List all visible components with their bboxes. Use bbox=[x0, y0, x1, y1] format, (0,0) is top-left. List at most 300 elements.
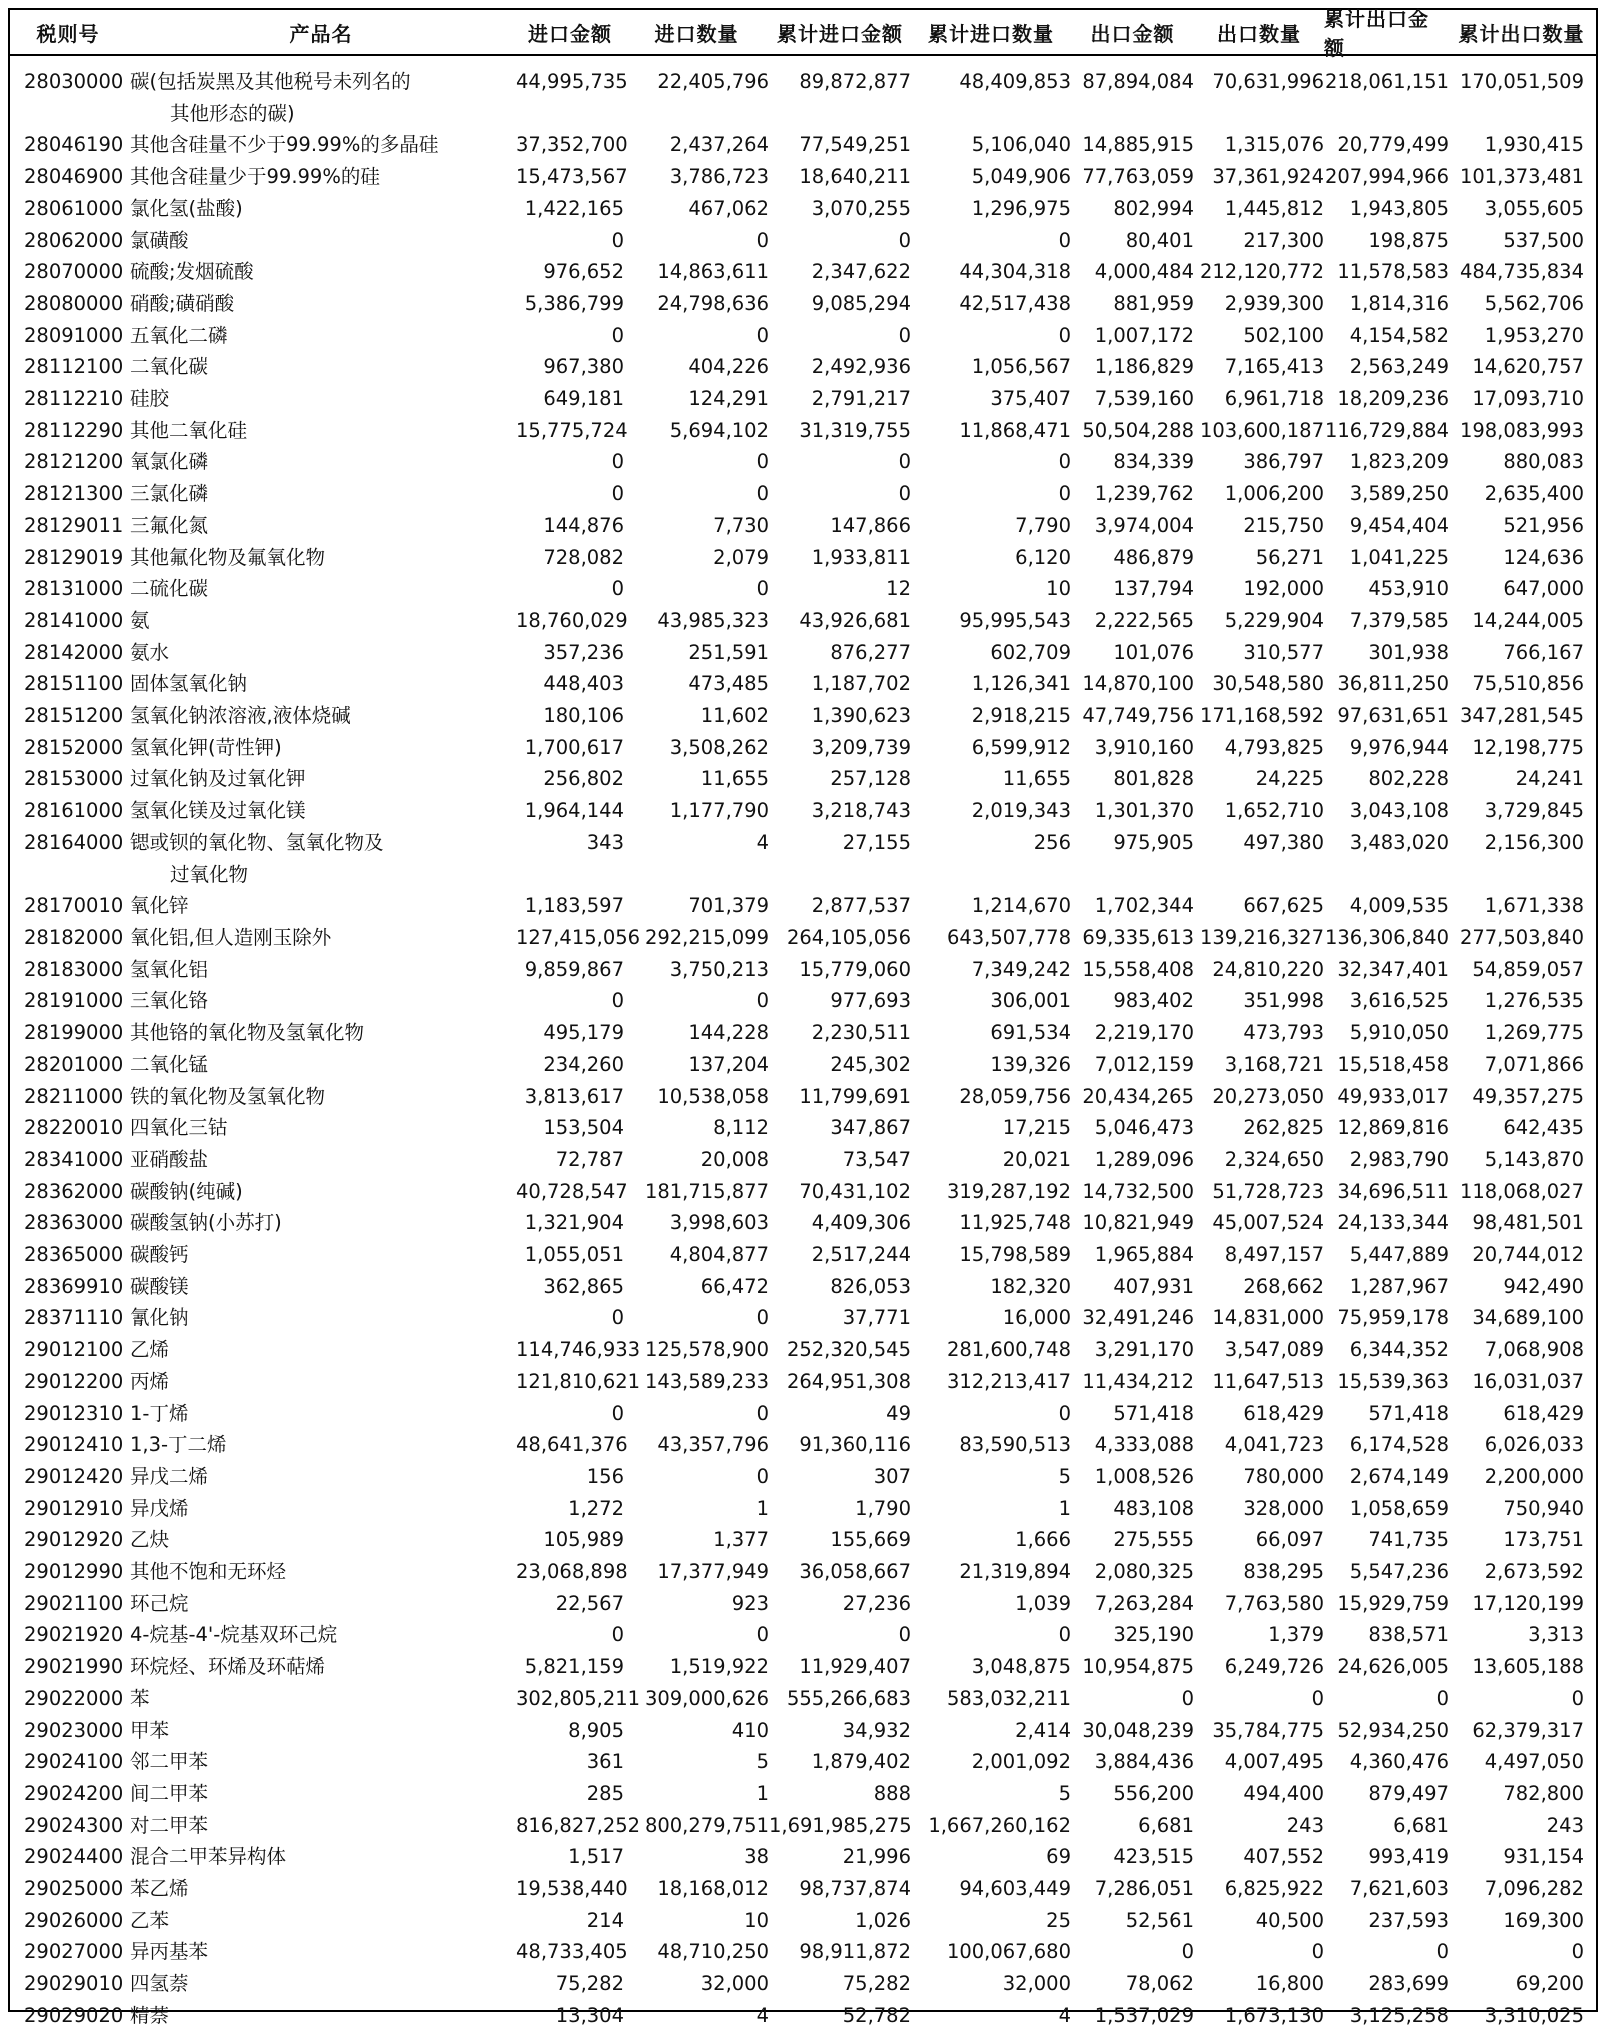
product-name-cell bbox=[126, 446, 516, 478]
export-amount-cell: 3,974,004 bbox=[1094, 513, 1194, 537]
product-name-text: 精萘 bbox=[130, 2003, 170, 2027]
product-name-text: 二氧化锰 bbox=[130, 1052, 209, 1076]
product-name-text: 氧氯化磷 bbox=[130, 450, 209, 474]
product-name-text: 氧化锌 bbox=[130, 894, 189, 918]
cumulative-export-quantity-cell: 169,300 bbox=[1503, 1908, 1584, 1932]
cumulative-import-quantity-cell: 1,056,567 bbox=[971, 355, 1071, 379]
export-quantity-cell: 171,168,592 bbox=[1199, 704, 1324, 728]
import-quantity-cell: 3,750,213 bbox=[669, 957, 769, 981]
tariff-code-cell: 28141000 bbox=[24, 608, 124, 632]
import-quantity-cell: 4 bbox=[756, 830, 769, 854]
cumulative-export-quantity-cell: 124,636 bbox=[1503, 545, 1584, 569]
product-name-cell bbox=[126, 1746, 516, 1778]
product-name-text: 氨水 bbox=[130, 640, 170, 664]
cumulative-export-amount-cell: 24,626,005 bbox=[1337, 1655, 1449, 1679]
header-import-amount: 进口金额 bbox=[528, 21, 612, 46]
product-name-text: 氢氧化钾(苛性钾) bbox=[130, 735, 282, 759]
import-amount-cell: 816,827,252 bbox=[516, 1813, 641, 1837]
cumulative-import-amount-cell: 98,911,872 bbox=[799, 1940, 911, 1964]
table-row bbox=[10, 1112, 1596, 1144]
cumulative-export-quantity-cell: 98,481,501 bbox=[1472, 1211, 1584, 1235]
cumulative-export-quantity-cell: 7,071,866 bbox=[1484, 1052, 1584, 1076]
cumulative-import-amount-cell: 307 bbox=[873, 1464, 911, 1488]
cumulative-import-quantity-cell: 691,534 bbox=[990, 1021, 1071, 1045]
cumulative-import-quantity-cell: 1,667,260,162 bbox=[928, 1813, 1071, 1837]
cumulative-import-quantity-cell: 602,709 bbox=[990, 640, 1071, 664]
export-amount-cell: 556,200 bbox=[1113, 1781, 1194, 1805]
export-amount-cell: 834,339 bbox=[1113, 450, 1194, 474]
export-amount-cell: 101,076 bbox=[1113, 640, 1194, 664]
import-quantity-cell: 410 bbox=[731, 1718, 769, 1742]
tariff-code-cell: 28070000 bbox=[24, 260, 124, 284]
tariff-code-cell: 28062000 bbox=[24, 228, 124, 252]
cumulative-import-quantity-cell: 2,001,092 bbox=[971, 1750, 1071, 1774]
product-name-cell bbox=[126, 193, 516, 225]
export-quantity-cell: 502,100 bbox=[1243, 323, 1324, 347]
table-row bbox=[10, 890, 1596, 922]
cumulative-export-quantity-cell: 766,167 bbox=[1503, 640, 1584, 664]
import-amount-cell: 180,106 bbox=[543, 704, 624, 728]
tariff-code-cell: 28371110 bbox=[24, 1306, 124, 1330]
cumulative-import-amount-cell: 147,866 bbox=[830, 513, 911, 537]
cumulative-import-amount-cell: 2,517,244 bbox=[811, 1243, 911, 1267]
product-name-cell bbox=[126, 510, 516, 542]
import-amount-cell: 302,805,211 bbox=[516, 1686, 641, 1710]
import-quantity-cell: 3,998,603 bbox=[669, 1211, 769, 1235]
product-name-text: 对二甲苯 bbox=[130, 1813, 209, 1837]
export-amount-cell: 975,905 bbox=[1113, 830, 1194, 854]
table-row bbox=[10, 922, 1596, 954]
import-quantity-cell: 20,008 bbox=[700, 1147, 769, 1171]
table-row bbox=[10, 1017, 1596, 1049]
import-quantity-cell: 7,730 bbox=[713, 513, 769, 537]
export-quantity-cell: 6,825,922 bbox=[1224, 1877, 1324, 1901]
cumulative-import-quantity-cell: 3,048,875 bbox=[971, 1655, 1071, 1679]
export-amount-cell: 10,821,949 bbox=[1082, 1211, 1194, 1235]
cumulative-import-quantity-cell: 25 bbox=[1046, 1908, 1071, 1932]
product-name-continuation: 过氧化物 bbox=[170, 862, 249, 886]
cumulative-export-amount-cell: 7,379,585 bbox=[1349, 608, 1449, 632]
cumulative-import-quantity-cell: 0 bbox=[1058, 482, 1071, 506]
cumulative-import-amount-cell: 27,236 bbox=[842, 1591, 911, 1615]
export-amount-cell: 10,954,875 bbox=[1082, 1655, 1194, 1679]
import-amount-cell: 362,865 bbox=[543, 1274, 624, 1298]
export-quantity-cell: 1,673,130 bbox=[1224, 2003, 1324, 2027]
cumulative-import-quantity-cell: 4 bbox=[1058, 2003, 1071, 2027]
cumulative-export-quantity-cell: 12,198,775 bbox=[1472, 735, 1584, 759]
import-amount-cell: 18,760,029 bbox=[516, 608, 628, 632]
import-amount-cell: 15,473,567 bbox=[516, 165, 628, 189]
product-name-cell bbox=[126, 1112, 516, 1144]
product-name-text: 碳酸镁 bbox=[130, 1274, 189, 1298]
import-quantity-cell: 2,079 bbox=[713, 545, 769, 569]
table-row bbox=[10, 1619, 1596, 1651]
table-row bbox=[10, 225, 1596, 257]
export-amount-cell: 4,000,484 bbox=[1094, 260, 1194, 284]
cumulative-import-quantity-cell: 139,326 bbox=[990, 1052, 1071, 1076]
export-quantity-cell: 6,961,718 bbox=[1224, 387, 1324, 411]
table-row bbox=[10, 129, 1596, 161]
product-name-text: 乙炔 bbox=[130, 1528, 170, 1552]
tariff-code-cell: 29024400 bbox=[24, 1845, 124, 1869]
header-product-name: 产品名 bbox=[289, 21, 353, 46]
cumulative-import-amount-cell: 2,492,936 bbox=[811, 355, 911, 379]
import-amount-cell: 361 bbox=[586, 1750, 624, 1774]
cumulative-import-quantity-cell: 256 bbox=[1033, 830, 1071, 854]
cumulative-import-amount-cell: 2,791,217 bbox=[811, 387, 911, 411]
export-quantity-cell: 497,380 bbox=[1243, 830, 1324, 854]
cumulative-export-quantity-cell: 6,026,033 bbox=[1484, 1433, 1584, 1457]
tariff-code-cell: 28220010 bbox=[24, 1116, 124, 1140]
import-amount-cell: 9,859,867 bbox=[524, 957, 624, 981]
import-quantity-cell: 48,710,250 bbox=[657, 1940, 769, 1964]
import-quantity-cell: 800,279,751 bbox=[644, 1813, 769, 1837]
cumulative-import-quantity-cell: 11,868,471 bbox=[959, 418, 1071, 442]
cumulative-import-amount-cell: 257,128 bbox=[830, 767, 911, 791]
header-cumulative-import-amount: 累计进口金额 bbox=[777, 21, 903, 46]
cumulative-import-quantity-cell: 28,059,756 bbox=[959, 1084, 1071, 1108]
cumulative-import-quantity-cell: 7,349,242 bbox=[971, 957, 1071, 981]
export-amount-cell: 1,186,829 bbox=[1094, 355, 1194, 379]
cumulative-import-amount-cell: 155,669 bbox=[830, 1528, 911, 1552]
import-amount-cell: 0 bbox=[611, 1401, 624, 1425]
cumulative-export-amount-cell: 218,061,151 bbox=[1324, 70, 1449, 93]
tariff-code-cell: 29012420 bbox=[24, 1464, 124, 1488]
import-quantity-cell: 181,715,877 bbox=[644, 1179, 769, 1203]
export-amount-cell: 7,012,159 bbox=[1094, 1052, 1194, 1076]
cumulative-export-quantity-cell: 3,310,025 bbox=[1484, 2003, 1584, 2027]
trade-table bbox=[8, 7, 1598, 2027]
import-quantity-cell: 22,405,796 bbox=[657, 70, 769, 93]
table-row bbox=[10, 763, 1596, 795]
export-amount-cell: 80,401 bbox=[1125, 228, 1194, 252]
product-name-cell bbox=[126, 1841, 516, 1873]
product-name-cell bbox=[126, 1398, 516, 1430]
product-name-cell bbox=[126, 922, 516, 954]
cumulative-export-amount-cell: 2,563,249 bbox=[1349, 355, 1449, 379]
cumulative-import-amount-cell: 0 bbox=[898, 450, 911, 474]
table-row bbox=[10, 795, 1596, 827]
tariff-code-cell: 28080000 bbox=[24, 291, 124, 315]
product-name-text: 环己烷 bbox=[130, 1591, 189, 1615]
cumulative-export-quantity-cell: 931,154 bbox=[1503, 1845, 1584, 1869]
import-amount-cell: 8,905 bbox=[568, 1718, 624, 1742]
table-row bbox=[10, 827, 1596, 890]
import-amount-cell: 1,964,144 bbox=[524, 799, 624, 823]
product-name-cell bbox=[126, 954, 516, 986]
header-cumulative-export-quantity: 累计出口数量 bbox=[1458, 21, 1585, 46]
import-quantity-cell: 8,112 bbox=[713, 1116, 769, 1140]
cumulative-import-amount-cell: 11,799,691 bbox=[799, 1084, 911, 1108]
cumulative-import-quantity-cell: 32,000 bbox=[1002, 1972, 1071, 1996]
import-amount-cell: 48,641,376 bbox=[516, 1433, 628, 1457]
cumulative-import-quantity-cell: 48,409,853 bbox=[959, 70, 1071, 93]
product-name-cell bbox=[126, 637, 516, 669]
cumulative-import-amount-cell: 0 bbox=[898, 1623, 911, 1647]
export-quantity-cell: 386,797 bbox=[1243, 450, 1324, 474]
product-name-cell bbox=[126, 1588, 516, 1620]
tariff-code-cell: 29029020 bbox=[24, 2003, 124, 2027]
cumulative-export-quantity-cell: 521,956 bbox=[1503, 513, 1584, 537]
cumulative-export-amount-cell: 6,344,352 bbox=[1349, 1338, 1449, 1362]
tariff-code-cell: 29021920 bbox=[24, 1623, 124, 1647]
tariff-code-cell: 29012910 bbox=[24, 1496, 124, 1520]
import-quantity-cell: 5 bbox=[756, 1750, 769, 1774]
table-row bbox=[10, 161, 1596, 193]
import-quantity-cell: 0 bbox=[756, 577, 769, 601]
cumulative-export-quantity-cell: 170,051,509 bbox=[1459, 70, 1584, 93]
cumulative-import-amount-cell: 91,360,116 bbox=[799, 1433, 911, 1457]
cumulative-export-quantity-cell: 243 bbox=[1546, 1813, 1584, 1837]
product-name-text: 其他含硅量少于99.99%的硅 bbox=[130, 165, 380, 189]
cumulative-import-quantity-cell: 5,049,906 bbox=[971, 165, 1071, 189]
cumulative-import-quantity-cell: 15,798,589 bbox=[959, 1243, 1071, 1267]
cumulative-export-quantity-cell: 4,497,050 bbox=[1484, 1750, 1584, 1774]
table-row bbox=[10, 1271, 1596, 1303]
cumulative-export-quantity-cell: 347,281,545 bbox=[1459, 704, 1584, 728]
product-name-text: 四氢萘 bbox=[130, 1972, 189, 1996]
cumulative-export-quantity-cell: 1,953,270 bbox=[1484, 323, 1584, 347]
tariff-code-cell: 29024200 bbox=[24, 1781, 124, 1805]
import-amount-cell: 728,082 bbox=[543, 545, 624, 569]
import-quantity-cell: 1,519,922 bbox=[669, 1655, 769, 1679]
product-name-cell bbox=[126, 288, 516, 320]
cumulative-export-amount-cell: 993,419 bbox=[1368, 1845, 1449, 1869]
cumulative-import-quantity-cell: 0 bbox=[1058, 450, 1071, 474]
cumulative-export-quantity-cell: 17,093,710 bbox=[1472, 387, 1584, 411]
export-quantity-cell: 11,647,513 bbox=[1212, 1369, 1324, 1393]
product-name-text: 异丙基苯 bbox=[130, 1940, 209, 1964]
cumulative-export-quantity-cell: 2,635,400 bbox=[1484, 482, 1584, 506]
cumulative-export-quantity-cell: 618,429 bbox=[1503, 1401, 1584, 1425]
cumulative-export-amount-cell: 301,938 bbox=[1368, 640, 1449, 664]
cumulative-import-amount-cell: 37,771 bbox=[842, 1306, 911, 1330]
table-row bbox=[10, 1398, 1596, 1430]
cumulative-export-amount-cell: 15,539,363 bbox=[1337, 1369, 1449, 1393]
import-quantity-cell: 0 bbox=[756, 1623, 769, 1647]
tariff-code-cell: 28362000 bbox=[24, 1179, 124, 1203]
tariff-code-cell: 28030000 bbox=[24, 70, 124, 93]
cumulative-import-quantity-cell: 2,019,343 bbox=[971, 799, 1071, 823]
cumulative-export-quantity-cell: 2,200,000 bbox=[1484, 1464, 1584, 1488]
import-quantity-cell: 309,000,626 bbox=[644, 1686, 769, 1710]
import-amount-cell: 75,282 bbox=[555, 1972, 624, 1996]
import-amount-cell: 357,236 bbox=[543, 640, 624, 664]
cumulative-import-amount-cell: 9,085,294 bbox=[811, 291, 911, 315]
product-name-cell bbox=[126, 763, 516, 795]
cumulative-export-amount-cell: 283,699 bbox=[1368, 1972, 1449, 1996]
cumulative-export-amount-cell: 1,943,805 bbox=[1349, 196, 1449, 220]
product-name-cell bbox=[126, 1144, 516, 1176]
cumulative-export-quantity-cell: 198,083,993 bbox=[1459, 418, 1584, 442]
cumulative-import-quantity-cell: 1,039 bbox=[1015, 1591, 1071, 1615]
product-name-text: 四氧化三钴 bbox=[130, 1116, 228, 1140]
product-name-cell bbox=[126, 573, 516, 605]
product-name-continuation: 其他形态的碳) bbox=[170, 101, 295, 125]
table-row bbox=[10, 1683, 1596, 1715]
export-amount-cell: 983,402 bbox=[1113, 989, 1194, 1013]
cumulative-export-amount-cell: 75,959,178 bbox=[1337, 1306, 1449, 1330]
import-amount-cell: 1,272 bbox=[568, 1496, 624, 1520]
cumulative-import-quantity-cell: 69 bbox=[1046, 1845, 1071, 1869]
cumulative-import-amount-cell: 89,872,877 bbox=[799, 70, 911, 93]
cumulative-export-amount-cell: 879,497 bbox=[1368, 1781, 1449, 1805]
import-amount-cell: 19,538,440 bbox=[516, 1877, 628, 1901]
cumulative-import-quantity-cell: 17,215 bbox=[1002, 1116, 1071, 1140]
export-amount-cell: 78,062 bbox=[1125, 1972, 1194, 1996]
export-quantity-cell: 4,793,825 bbox=[1224, 735, 1324, 759]
export-quantity-cell: 1,379 bbox=[1268, 1623, 1324, 1647]
cumulative-export-amount-cell: 9,976,944 bbox=[1349, 735, 1449, 759]
export-quantity-cell: 1,445,812 bbox=[1224, 196, 1324, 220]
header-cumulative-import-quantity: 累计进口数量 bbox=[928, 21, 1054, 46]
cumulative-export-amount-cell: 20,779,499 bbox=[1337, 133, 1449, 157]
export-amount-cell: 275,555 bbox=[1113, 1528, 1194, 1552]
tariff-code-cell: 29024300 bbox=[24, 1813, 124, 1837]
import-quantity-cell: 43,985,323 bbox=[657, 608, 769, 632]
product-name-text: 氢氧化镁及过氧化镁 bbox=[130, 799, 306, 823]
product-name-cell bbox=[126, 383, 516, 415]
export-quantity-cell: 494,400 bbox=[1243, 1781, 1324, 1805]
cumulative-export-amount-cell: 453,910 bbox=[1368, 577, 1449, 601]
export-amount-cell: 483,108 bbox=[1113, 1496, 1194, 1520]
tariff-code-cell: 28091000 bbox=[24, 323, 124, 347]
table-row bbox=[10, 1207, 1596, 1239]
product-name-text: 4-烷基-4'-烷基双环己烷 bbox=[130, 1623, 338, 1647]
import-amount-cell: 40,728,547 bbox=[516, 1179, 628, 1203]
tariff-code-cell: 28112290 bbox=[24, 418, 124, 442]
cumulative-import-amount-cell: 12 bbox=[886, 577, 911, 601]
cumulative-import-quantity-cell: 21,319,894 bbox=[959, 1560, 1071, 1584]
table-row bbox=[10, 1556, 1596, 1588]
product-name-cell bbox=[126, 827, 516, 890]
product-name-cell bbox=[126, 1524, 516, 1556]
cumulative-import-amount-cell: 73,547 bbox=[842, 1147, 911, 1171]
export-quantity-cell: 1,652,710 bbox=[1224, 799, 1324, 823]
product-name-cell bbox=[126, 1176, 516, 1208]
export-amount-cell: 3,910,160 bbox=[1094, 735, 1194, 759]
cumulative-export-quantity-cell: 537,500 bbox=[1503, 228, 1584, 252]
table-row bbox=[10, 732, 1596, 764]
export-quantity-cell: 70,631,996 bbox=[1212, 70, 1324, 93]
import-amount-cell: 127,415,056 bbox=[516, 925, 641, 949]
table-row bbox=[10, 351, 1596, 383]
tariff-code-cell: 28170010 bbox=[24, 894, 124, 918]
cumulative-export-quantity-cell: 5,143,870 bbox=[1484, 1147, 1584, 1171]
export-amount-cell: 137,794 bbox=[1113, 577, 1194, 601]
tariff-code-cell: 28341000 bbox=[24, 1147, 124, 1171]
tariff-code-cell: 29012990 bbox=[24, 1560, 124, 1584]
tariff-code-cell: 28151200 bbox=[24, 704, 124, 728]
table-row bbox=[10, 985, 1596, 1017]
cumulative-export-quantity-cell: 7,096,282 bbox=[1484, 1877, 1584, 1901]
tariff-code-cell: 29012310 bbox=[24, 1401, 124, 1425]
cumulative-export-amount-cell: 12,869,816 bbox=[1337, 1116, 1449, 1140]
cumulative-export-quantity-cell: 24,241 bbox=[1515, 767, 1584, 791]
import-amount-cell: 976,652 bbox=[543, 260, 624, 284]
tariff-code-cell: 28191000 bbox=[24, 989, 124, 1013]
cumulative-export-amount-cell: 32,347,401 bbox=[1337, 957, 1449, 981]
import-quantity-cell: 14,863,611 bbox=[657, 260, 769, 284]
import-quantity-cell: 137,204 bbox=[688, 1052, 769, 1076]
product-name-cell bbox=[126, 478, 516, 510]
export-amount-cell: 1,301,370 bbox=[1094, 799, 1194, 823]
product-name-cell bbox=[126, 700, 516, 732]
tariff-code-cell: 28183000 bbox=[24, 957, 124, 981]
tariff-code-cell: 28131000 bbox=[24, 577, 124, 601]
export-amount-cell: 14,885,915 bbox=[1082, 133, 1194, 157]
product-name-text: 固体氢氧化钠 bbox=[130, 672, 248, 696]
import-quantity-cell: 0 bbox=[756, 450, 769, 474]
product-name-text: 过氧化钠及过氧化钾 bbox=[130, 767, 306, 791]
import-quantity-cell: 4 bbox=[756, 2003, 769, 2027]
export-quantity-cell: 16,800 bbox=[1255, 1972, 1324, 1996]
tariff-code-cell: 28153000 bbox=[24, 767, 124, 791]
product-name-cell bbox=[126, 1778, 516, 1810]
cumulative-export-amount-cell: 49,933,017 bbox=[1337, 1084, 1449, 1108]
export-quantity-cell: 24,225 bbox=[1255, 767, 1324, 791]
cumulative-export-quantity-cell: 642,435 bbox=[1503, 1116, 1584, 1140]
cumulative-export-quantity-cell: 17,120,199 bbox=[1472, 1591, 1584, 1615]
product-name-text: 锶或钡的氧化物、氢氧化物及 bbox=[130, 830, 384, 854]
cumulative-export-amount-cell: 1,823,209 bbox=[1349, 450, 1449, 474]
product-name-text: 碳酸钠(纯碱) bbox=[130, 1179, 243, 1203]
export-amount-cell: 1,007,172 bbox=[1094, 323, 1194, 347]
tariff-code-cell: 29012410 bbox=[24, 1433, 124, 1457]
tariff-code-cell: 28211000 bbox=[24, 1084, 124, 1108]
tariff-code-cell: 29027000 bbox=[24, 1940, 124, 1964]
product-name-text: 邻二甲苯 bbox=[130, 1750, 209, 1774]
export-amount-cell: 15,558,408 bbox=[1082, 957, 1194, 981]
import-quantity-cell: 124,291 bbox=[688, 387, 769, 411]
cumulative-import-quantity-cell: 20,021 bbox=[1002, 1147, 1071, 1171]
export-quantity-cell: 66,097 bbox=[1255, 1528, 1324, 1552]
tariff-code-cell: 28365000 bbox=[24, 1243, 124, 1267]
cumulative-export-amount-cell: 4,009,535 bbox=[1349, 894, 1449, 918]
product-name-text: 其他不饱和无环烃 bbox=[130, 1560, 287, 1584]
import-quantity-cell: 0 bbox=[756, 482, 769, 506]
cumulative-import-amount-cell: 1,691,985,275 bbox=[769, 1813, 912, 1837]
product-name-text: 混合二甲苯异构体 bbox=[130, 1845, 287, 1869]
import-quantity-cell: 38 bbox=[744, 1845, 769, 1869]
cumulative-export-amount-cell: 4,360,476 bbox=[1349, 1750, 1449, 1774]
cumulative-export-amount-cell: 97,631,651 bbox=[1337, 704, 1449, 728]
import-quantity-cell: 923 bbox=[731, 1591, 769, 1615]
import-amount-cell: 0 bbox=[611, 989, 624, 1013]
export-quantity-cell: 5,229,904 bbox=[1224, 608, 1324, 632]
table-row bbox=[10, 1081, 1596, 1113]
export-quantity-cell: 24,810,220 bbox=[1212, 957, 1324, 981]
product-name-cell bbox=[126, 795, 516, 827]
cumulative-import-amount-cell: 2,347,622 bbox=[811, 260, 911, 284]
cumulative-export-amount-cell: 802,228 bbox=[1368, 767, 1449, 791]
import-quantity-cell: 43,357,796 bbox=[657, 1433, 769, 1457]
cumulative-import-quantity-cell: 5,106,040 bbox=[971, 133, 1071, 157]
cumulative-import-quantity-cell: 1,666 bbox=[1015, 1528, 1071, 1552]
cumulative-import-amount-cell: 75,282 bbox=[842, 1972, 911, 1996]
import-amount-cell: 0 bbox=[611, 450, 624, 474]
tariff-code-cell: 28129011 bbox=[24, 513, 124, 537]
cumulative-export-quantity-cell: 3,313 bbox=[1528, 1623, 1584, 1647]
cumulative-import-quantity-cell: 5 bbox=[1058, 1781, 1071, 1805]
product-name-cell bbox=[126, 1619, 516, 1651]
table-row bbox=[10, 288, 1596, 320]
product-name-cell bbox=[126, 1271, 516, 1303]
export-quantity-cell: 4,041,723 bbox=[1224, 1433, 1324, 1457]
cumulative-import-quantity-cell: 0 bbox=[1058, 1623, 1071, 1647]
export-quantity-cell: 667,625 bbox=[1243, 894, 1324, 918]
product-name-cell bbox=[126, 542, 516, 574]
